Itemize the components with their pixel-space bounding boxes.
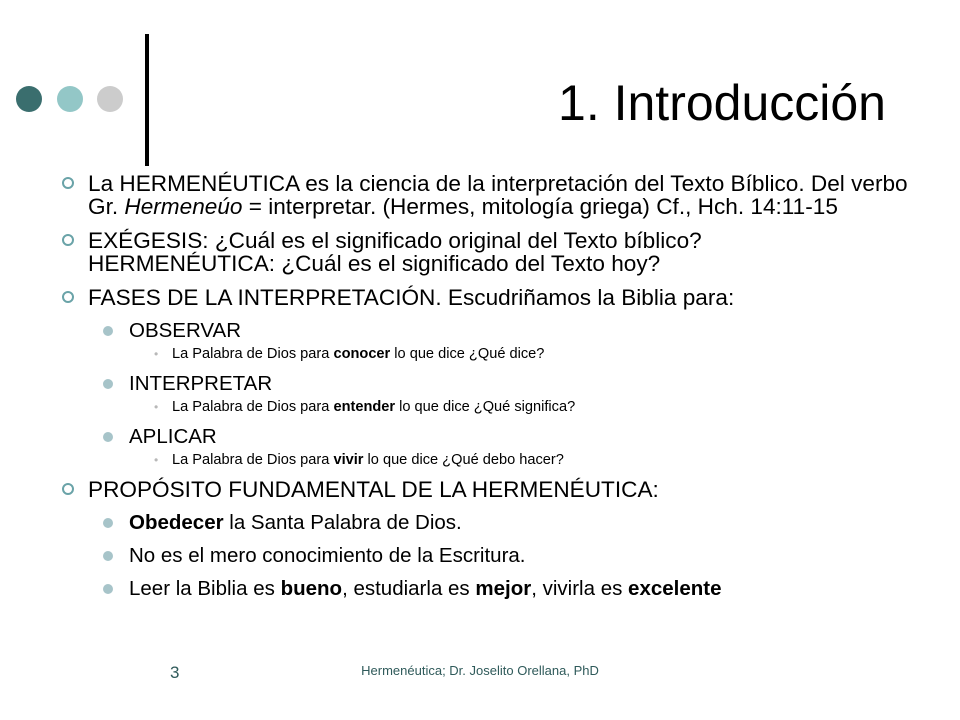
- circle-bullet-icon: [62, 234, 74, 246]
- exegesis-line: EXÉGESIS: ¿Cuál es el significado original del Texto bíblico?: [88, 228, 702, 253]
- hermeneutica-line: HERMENÉUTICA: ¿Cuál es el significado del Texto hoy?: [88, 251, 661, 276]
- small-dot-bullet-icon: •: [154, 453, 159, 467]
- circle-bullet-icon: [62, 177, 74, 189]
- phase-interpretar-detail: • La Palabra de Dios para entender lo que dice ¿Qué significa?: [154, 399, 576, 415]
- light-dot-decoration: [57, 86, 83, 112]
- phase-observar: OBSERVAR: [62, 319, 942, 343]
- bullet-exegesis: [62, 229, 942, 275]
- dot-bullet-icon: [103, 379, 113, 389]
- circle-bullet-icon: [62, 483, 74, 495]
- phase-observar-detail: • La Palabra de Dios para conocer lo que dice ¿Qué dice?: [154, 346, 545, 362]
- small-dot-bullet-icon: •: [154, 400, 159, 414]
- bullet-fases: FASES DE LA INTERPRETACIÓN. Escudriñamos la Biblia para:: [62, 286, 942, 309]
- purpose-obedecer: Obedecer la Santa Palabra de Dios.: [62, 511, 942, 535]
- small-dot-bullet-icon: •: [154, 347, 159, 361]
- dark-dot-decoration: [16, 86, 42, 112]
- purpose-mero: No es el mero conocimiento de la Escritura.: [62, 544, 942, 568]
- phase-aplicar-detail: • La Palabra de Dios para vivir lo que dice ¿Qué debo hacer?: [154, 452, 564, 468]
- dot-bullet-icon: [103, 584, 113, 594]
- dot-bullet-icon: [103, 432, 113, 442]
- dot-bullet-icon: [103, 326, 113, 336]
- title-divider: [145, 34, 149, 166]
- slide-body: [62, 172, 942, 610]
- bullet-hermeneutica: La HERMENÉUTICA es la ciencia de la interpretación del Texto Bíblico. Del verbo Gr. Hermeneúo = interpretar. (Hermes, mitología griega) Cf., Hch. 14:11-15: [62, 172, 942, 218]
- phase-aplicar: APLICAR: [62, 425, 942, 449]
- bullet-proposito: PROPÓSITO FUNDAMENTAL DE LA HERMENÉUTICA:: [62, 478, 942, 501]
- slide-title: 1. Introducción: [558, 75, 886, 131]
- phase-interpretar: INTERPRETAR: [62, 372, 942, 396]
- purpose-leer: Leer la Biblia es bueno, estudiarla es mejor, vivirla es excelente: [62, 577, 942, 601]
- dot-bullet-icon: [103, 518, 113, 528]
- gray-dot-decoration: [97, 86, 123, 112]
- dot-bullet-icon: [103, 551, 113, 561]
- page-number: 3: [170, 663, 180, 682]
- circle-bullet-icon: [62, 291, 74, 303]
- footer-text: Hermenéutica; Dr. Joselito Orellana, PhD: [361, 663, 599, 678]
